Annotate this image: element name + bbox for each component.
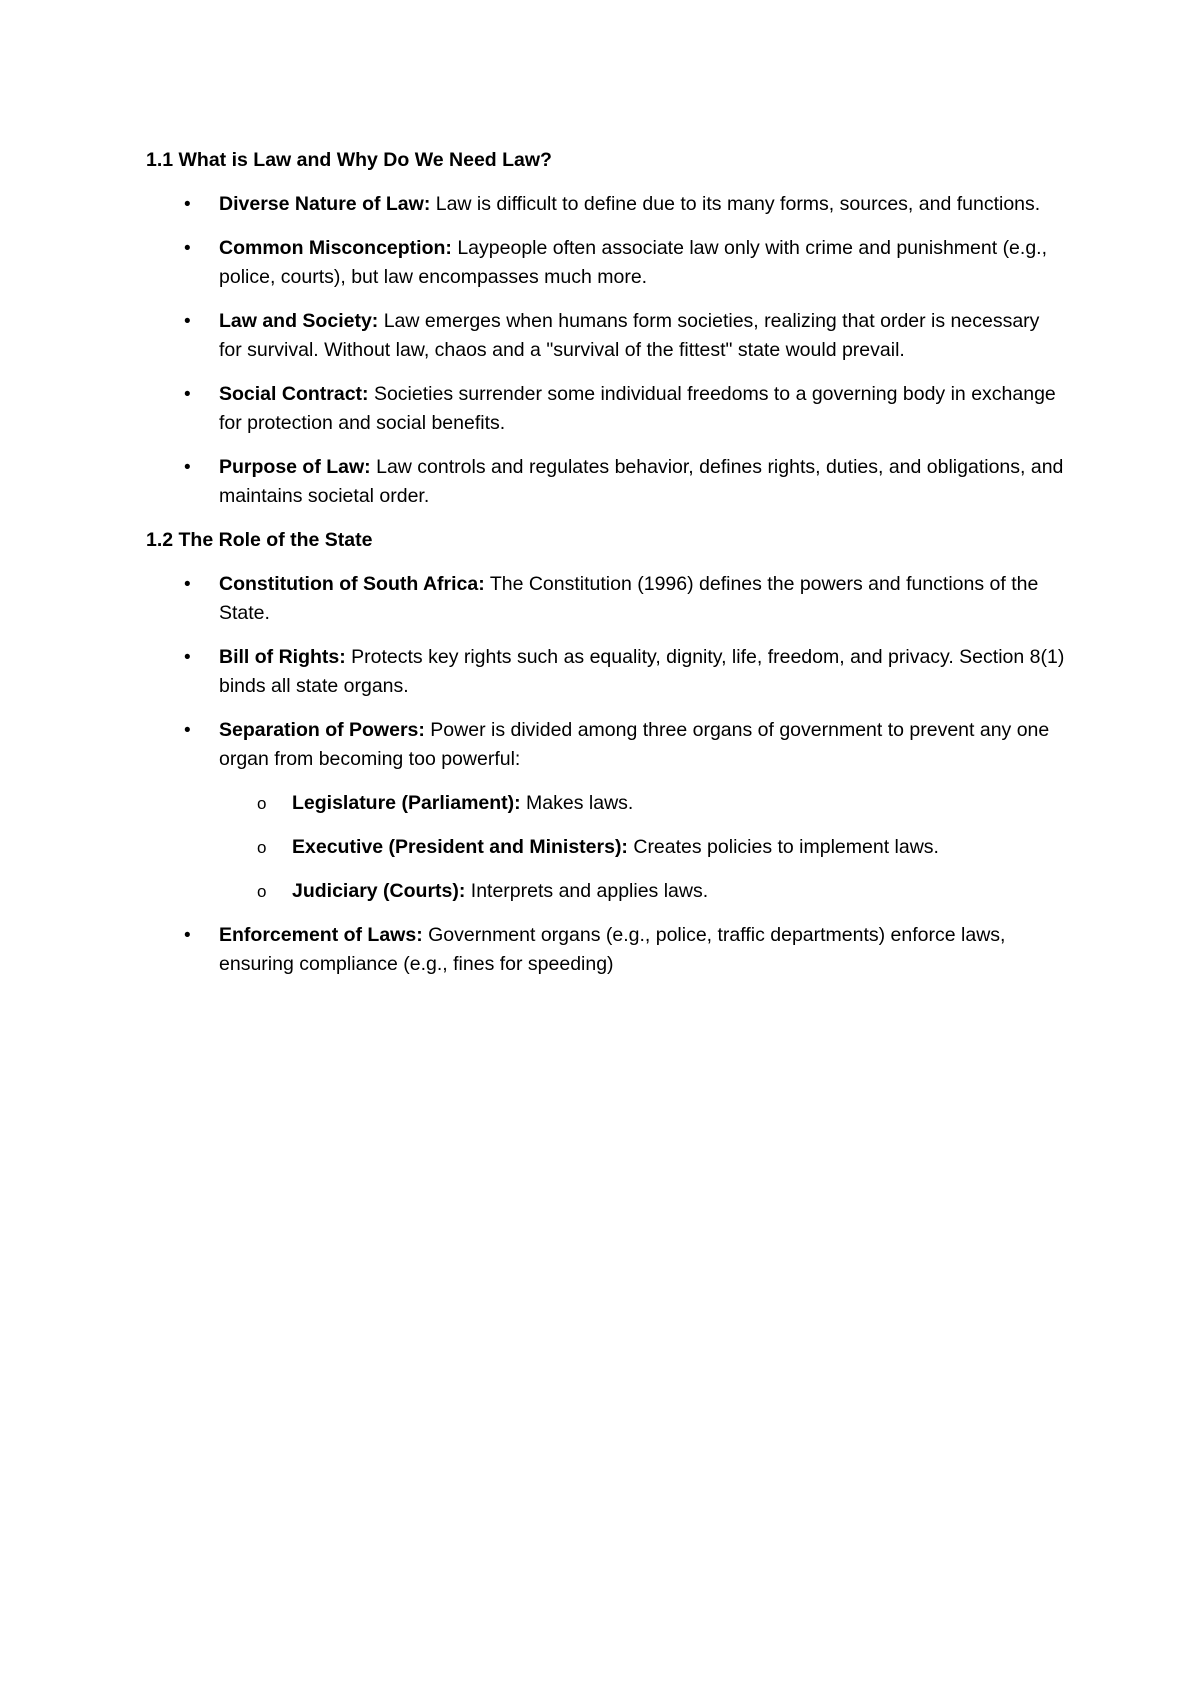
- item-text: Laypeople often associate law only with crime and punishment (e.g., police, courts), but law encompasses much more.: [219, 237, 1048, 288]
- item-term: Social Contract:: [219, 383, 369, 405]
- list-item: [146, 716, 1066, 906]
- item-term: Bill of Rights:: [219, 646, 346, 668]
- item-text: Government organs (e.g., police, traffic departments) enforce laws, ensuring compliance (e.g., fines for speeding): [219, 924, 1006, 975]
- sub-list-item: [219, 877, 1066, 906]
- sub-list-item: [219, 833, 1066, 862]
- item-text: Law emerges when humans form societies, realizing that order is necessary for survival. Without law, chaos and a "survival of the fittest" state would prevail.: [219, 310, 1040, 361]
- section-role-of-state: [146, 526, 1066, 979]
- item-text: Interprets and applies laws.: [465, 880, 709, 902]
- bullet-list: [146, 570, 1066, 979]
- section-what-is-law: [146, 146, 1066, 511]
- item-text: Creates policies to implement laws.: [627, 836, 939, 858]
- item-term: Purpose of Law:: [219, 456, 371, 478]
- item-term: Executive (President and Ministers):: [292, 836, 628, 858]
- item-text: Power is divided among three organs of government to prevent any one organ from becoming too powerful:: [219, 719, 1050, 770]
- item-text: Makes laws.: [520, 792, 634, 814]
- list-item: [146, 380, 1066, 438]
- sub-bullet-list: [219, 789, 1066, 906]
- section-heading: 1.2 The Role of the State: [146, 529, 373, 551]
- item-text: Societies surrender some individual freedoms to a governing body in exchange for protection and social benefits.: [219, 383, 1056, 434]
- item-text: The Constitution (1996) defines the powers and functions of the State.: [219, 573, 1039, 624]
- bullet-list: [146, 190, 1066, 511]
- item-term: Enforcement of Laws:: [219, 924, 423, 946]
- list-item: [146, 234, 1066, 292]
- item-text: Law is difficult to define due to its many forms, sources, and functions.: [430, 193, 1041, 215]
- item-term: Common Misconception:: [219, 237, 452, 259]
- item-term: Law and Society:: [219, 310, 379, 332]
- item-term: Separation of Powers:: [219, 719, 425, 741]
- list-item: [146, 570, 1066, 628]
- item-text: Law controls and regulates behavior, defines rights, duties, and obligations, and maintains societal order.: [219, 456, 1064, 507]
- section-heading: 1.1 What is Law and Why Do We Need Law?: [146, 149, 552, 171]
- list-item: [146, 453, 1066, 511]
- item-term: Diverse Nature of Law:: [219, 193, 431, 215]
- list-item: [146, 307, 1066, 365]
- document-content: [146, 146, 1066, 994]
- list-item: [146, 190, 1066, 219]
- item-term: Legislature (Parliament):: [292, 792, 521, 814]
- list-item: [146, 643, 1066, 701]
- item-text: Protects key rights such as equality, dignity, life, freedom, and privacy. Section 8(1) binds all state organs.: [219, 646, 1065, 697]
- item-term: Judiciary (Courts):: [292, 880, 466, 902]
- sub-list-item: [219, 789, 1066, 818]
- item-term: Constitution of South Africa:: [219, 573, 485, 595]
- list-item: [146, 921, 1066, 979]
